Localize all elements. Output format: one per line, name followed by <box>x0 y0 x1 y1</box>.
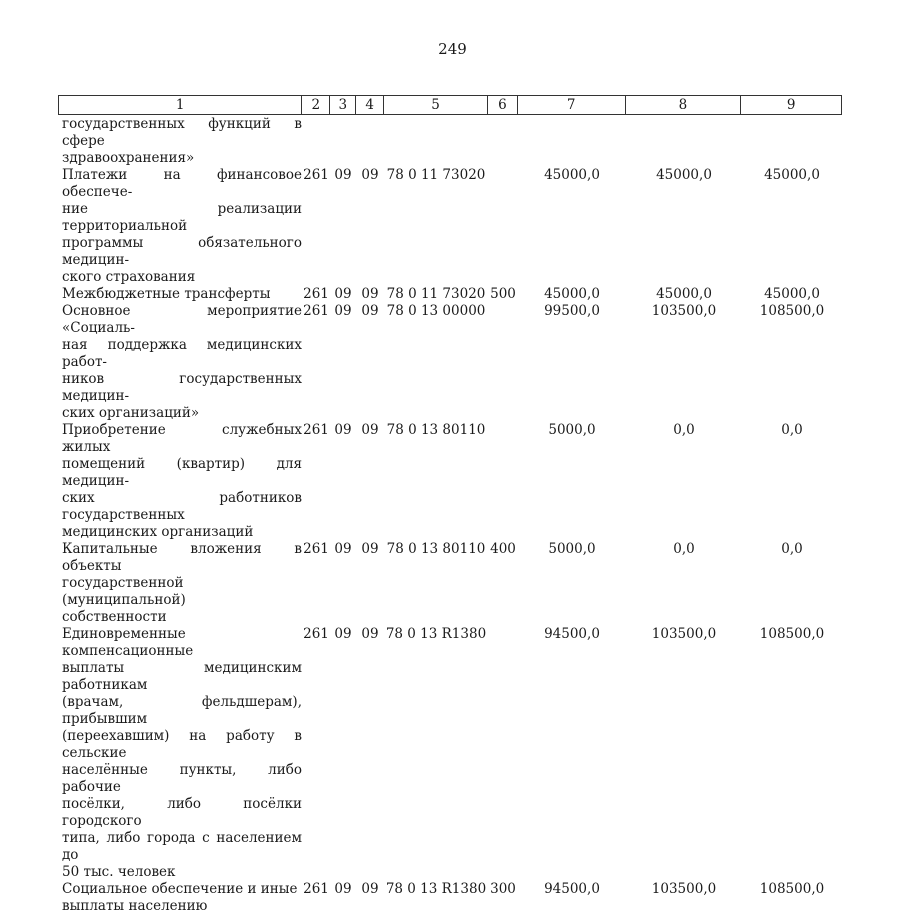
cell-col-9: 45000,0 <box>764 286 820 302</box>
table-row <box>58 303 842 422</box>
row-name <box>58 116 302 167</box>
table-body <box>58 116 842 915</box>
cell-col-4: 09 <box>361 881 379 897</box>
table-row <box>58 541 842 626</box>
cell-col-9: 108500,0 <box>759 303 825 319</box>
row-name-line: Приобретение служебных жилых <box>62 422 302 455</box>
cell-col-5: 78 0 13 80110 <box>386 422 486 438</box>
cell-col-3: 09 <box>334 286 352 302</box>
row-name-line: ная поддержка медицинских работ- <box>62 337 302 370</box>
row-name-line: государственной (муниципальной) <box>62 575 186 608</box>
cell-col-8: 103500,0 <box>651 626 717 642</box>
row-name <box>58 881 302 915</box>
table-row <box>58 626 842 881</box>
row-name <box>58 286 302 303</box>
header-col-7: 7 <box>518 96 626 114</box>
table-row <box>58 422 842 541</box>
header-col-4: 4 <box>356 96 384 114</box>
cell-col-6 <box>488 422 518 541</box>
row-name-line: посёлки, либо посёлки городского <box>62 796 302 829</box>
cell-col-5: 78 0 13 80110 <box>386 541 486 557</box>
cell-col-6 <box>488 626 518 881</box>
row-name-line: Межбюджетные трансферты <box>62 286 271 302</box>
row-name-line: здравоохранения» <box>62 150 195 166</box>
cell-col-6 <box>488 116 518 167</box>
cell-col-2: 261 <box>303 167 329 183</box>
row-name-line: 50 тыс. человек <box>62 864 176 880</box>
row-name <box>58 422 302 541</box>
cell-col-3: 09 <box>334 303 352 319</box>
row-name-line: помещений (квартир) для медицин- <box>62 456 302 489</box>
row-name-line: населённые пункты, либо рабочие <box>62 762 302 795</box>
row-name-line: ских организаций» <box>62 405 200 421</box>
cell-col-5: 78 0 13 R1380 <box>385 626 487 642</box>
header-col-5: 5 <box>384 96 488 114</box>
header-col-6: 6 <box>488 96 518 114</box>
cell-col-3: 09 <box>334 541 352 557</box>
cell-col-4: 09 <box>361 422 379 438</box>
cell-col-9: 0,0 <box>781 422 803 438</box>
cell-col-3: 09 <box>334 167 352 183</box>
table-header <box>58 95 842 115</box>
cell-col-9: 0,0 <box>781 541 803 557</box>
row-name-line: Основное мероприятие «Социаль- <box>62 303 302 336</box>
row-name-line: собственности <box>62 609 167 625</box>
header-col-8: 8 <box>626 96 742 114</box>
cell-col-4: 09 <box>361 167 379 183</box>
cell-col-6: 500 <box>490 286 516 302</box>
cell-col-7: 5000,0 <box>548 422 596 438</box>
header-col-1: 1 <box>59 96 302 114</box>
cell-col-7: 45000,0 <box>544 167 600 183</box>
cell-col-2: 261 <box>303 422 329 438</box>
row-name-line: ских работников государственных <box>62 490 302 523</box>
cell-col-2: 261 <box>303 541 329 557</box>
cell-col-7: 99500,0 <box>544 303 600 319</box>
cell-col-2 <box>302 116 330 167</box>
cell-col-3: 09 <box>334 422 352 438</box>
cell-col-8: 45000,0 <box>656 167 712 183</box>
cell-col-8: 103500,0 <box>651 303 717 319</box>
table-row <box>58 116 842 167</box>
cell-col-8: 45000,0 <box>656 286 712 302</box>
cell-col-5: 78 0 11 73020 <box>386 286 486 302</box>
table-row <box>58 167 842 286</box>
cell-col-4 <box>356 116 384 167</box>
cell-col-4: 09 <box>361 286 379 302</box>
header-col-2: 2 <box>302 96 330 114</box>
cell-col-4: 09 <box>361 303 379 319</box>
cell-col-7: 94500,0 <box>544 626 600 642</box>
cell-col-9 <box>742 116 842 167</box>
cell-col-5 <box>384 116 488 167</box>
row-name-line: выплаты медицинским работникам <box>62 660 302 693</box>
table-row <box>58 286 842 303</box>
cell-col-8: 0,0 <box>673 422 695 438</box>
cell-col-4: 09 <box>361 626 379 642</box>
row-name-line: Единовременные компенсационные <box>62 626 194 659</box>
cell-col-8: 0,0 <box>673 541 695 557</box>
cell-col-6: 400 <box>490 541 516 557</box>
row-name-line: ние реализации территориальной <box>62 201 302 234</box>
row-name-line: Социальное обеспечение и иные <box>62 881 298 897</box>
row-name <box>58 626 302 881</box>
cell-col-8: 103500,0 <box>651 881 717 897</box>
row-name-line: государственных функций в сфере <box>62 116 302 149</box>
cell-col-7: 5000,0 <box>548 541 596 557</box>
cell-col-2: 261 <box>303 303 329 319</box>
table-row <box>58 881 842 915</box>
row-name <box>58 167 302 286</box>
header-col-9: 9 <box>786 97 796 113</box>
cell-col-9: 45000,0 <box>764 167 820 183</box>
cell-col-2: 261 <box>303 626 329 642</box>
row-name-line: типа, либо города с населением до <box>62 830 302 863</box>
cell-col-4: 09 <box>361 541 379 557</box>
cell-col-6 <box>488 303 518 422</box>
cell-col-9: 108500,0 <box>759 626 825 642</box>
cell-col-9: 108500,0 <box>759 881 825 897</box>
row-name-line: Капитальные вложения в объекты <box>62 541 302 574</box>
row-name-line: медицинских организаций <box>62 524 254 540</box>
cell-col-5: 78 0 11 73020 <box>386 167 486 183</box>
page-number: 249 <box>438 40 467 58</box>
row-name-line: (врачам, фельдшерам), прибывшим <box>62 694 302 727</box>
cell-col-5: 78 0 13 R1380 <box>385 881 487 897</box>
row-name-line: программы обязательного медицин- <box>62 235 302 268</box>
row-name-line: Платежи на финансовое обеспече- <box>62 167 302 200</box>
row-name-line: ского страхования <box>62 269 196 285</box>
row-name <box>58 303 302 422</box>
cell-col-6 <box>488 167 518 286</box>
cell-col-3: 09 <box>334 626 352 642</box>
cell-col-5: 78 0 13 00000 <box>386 303 486 319</box>
cell-col-3 <box>330 116 356 167</box>
cell-col-2: 261 <box>303 881 329 897</box>
row-name-line: (переехавшим) на работу в сельские <box>62 728 302 761</box>
row-name-line: выплаты населению <box>62 898 208 914</box>
row-name <box>58 541 302 626</box>
cell-col-7: 94500,0 <box>544 881 600 897</box>
cell-col-2: 261 <box>303 286 329 302</box>
cell-col-3: 09 <box>334 881 352 897</box>
cell-col-8 <box>626 116 742 167</box>
row-name-line: ников государственных медицин- <box>62 371 302 404</box>
cell-col-7 <box>518 116 626 167</box>
header-col-3: 3 <box>330 96 356 114</box>
cell-col-6: 300 <box>490 881 516 897</box>
cell-col-7: 45000,0 <box>544 286 600 302</box>
